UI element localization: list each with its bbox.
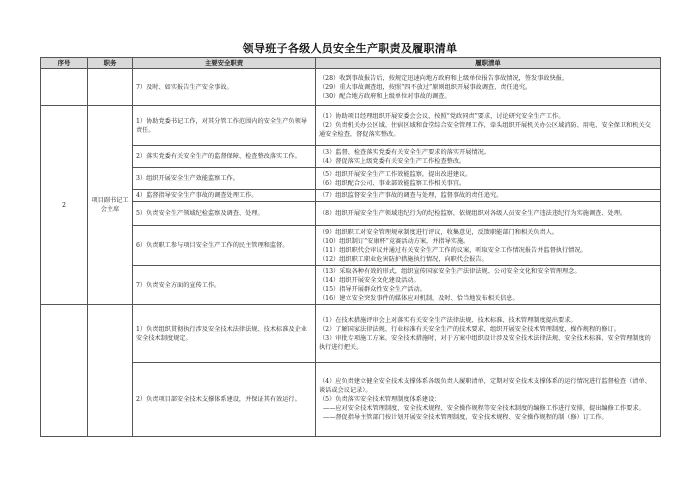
post-cell — [88, 305, 133, 437]
list-item: （13）采取各种有效的形式，组织宣传国家安全生产法律法规、公司安全文化和安全管理理念。 — [319, 268, 581, 275]
table-header-row — [41, 58, 661, 69]
post-cell — [88, 69, 133, 106]
list-item: （12）组织职工职业危害防护措施执行情况，向职代会报告。 — [319, 255, 488, 263]
table-row — [41, 363, 661, 437]
list-cell — [316, 190, 661, 202]
list-cell — [316, 305, 661, 363]
header-duty: 主要安全职责 — [133, 58, 316, 69]
list-item: （6）组织配合公司、事业部效能监察工作相关事宜。 — [319, 179, 466, 187]
list-item: （2）负责机关办公区域、住宿区域和食堂综合安全管理工作，牵头组织开展机关办公区域消防、用电、安全保卫和机关交通安全检查，督促落实整改。 — [319, 122, 651, 138]
list-cell — [316, 69, 661, 106]
header-no: 序号 — [41, 58, 88, 69]
duty-cell: 4）监督指导安全生产事故的调查处理工作。 — [133, 190, 316, 202]
no-cell: 2 — [41, 106, 88, 305]
duty-cell: 1）负责组织贯彻执行涉及安全技术法律法规、技术标准及企业安全技术制度规定。 — [133, 305, 316, 363]
table-row — [41, 106, 661, 146]
list-item: （7）组织监督安全生产事故的调查与处理，监督事故的责任追究。 — [319, 192, 503, 199]
duty-cell: 2）落实党委有关安全生产的监督保障、检查整改落实工作。 — [133, 146, 316, 168]
list-item: ——应对安全技术管理制度、安全技术规程、安全操作规程等安全技术制度的编修工作进行安排，提出编修工作要求。 — [323, 405, 645, 412]
duty-cell: 5）负责安全生产领域纪检监察及调查、处理。 — [133, 202, 316, 226]
table-row — [41, 305, 661, 363]
list-cell — [316, 146, 661, 168]
list-cell — [316, 106, 661, 146]
table-row — [41, 202, 661, 226]
list-item: （8）组织开展安全生产领域违纪行为的纪检监察，依规组织对各级人员安全生产违法违纪行为实施调查、处理。 — [319, 210, 627, 217]
header-post: 职务 — [88, 58, 133, 69]
list-cell — [316, 202, 661, 226]
list-item: （4）应负责建立健全安全技术支撑体系各级负责人履职清单，定期对安全技术支撑体系的运行情况进行监督检查（清单、谈话或会议记录）。 — [319, 378, 651, 394]
list-cell — [316, 226, 661, 266]
list-cell — [316, 168, 661, 190]
list-item: （5）负责落实安全技术管理制度体系建设： — [319, 396, 441, 403]
list-item: （16）建立安全突发事件的媒体应对机制，及时、恰当地发布相关信息。 — [319, 295, 519, 302]
table-row — [41, 69, 661, 106]
list-item: （5）组织开展安全生产工作效能监察，提出改进建议。 — [319, 170, 472, 178]
duty-cell: 1）协助党委书记工作，对其分管工作范围内的安全生产负领导责任。 — [133, 106, 316, 146]
table-row — [41, 226, 661, 266]
document-title: 领导班子各级人员安全生产职责及履职清单 — [242, 42, 458, 55]
list-item: （30）配合地方政府和上级单位对事故的调查。 — [319, 92, 451, 100]
table-row — [41, 168, 661, 190]
duty-cell: 2）负责项目部安全技术支撑体系建设，并保证其有效运行。 — [133, 363, 316, 437]
list-cell — [316, 363, 661, 437]
duty-table — [40, 57, 661, 437]
post-cell: 项目副书记工会主席 — [88, 106, 133, 305]
list-item: （1）在技术措施评审会上对落实有关安全生产法律法规、技术标准、技术管理制度提出要求。 — [319, 316, 577, 324]
list-item: （14）组织开展安全文化建设活动。 — [319, 277, 420, 284]
list-item: （28）收到事故报告后，按规定迅速向地方政府和上级单位报告事故情况，签发事故快报。 — [319, 74, 569, 82]
duty-cell: 3）组织开展安全生产效能监察工作。 — [133, 168, 316, 190]
list-item: （10）组织制订“安康杯”竞赛活动方案，并指导实施。 — [319, 237, 470, 245]
list-cell — [316, 266, 661, 305]
header-list: 履职清单 — [316, 58, 661, 69]
table-row — [41, 146, 661, 168]
duty-cell: 7）及时、如实报告生产安全事故。 — [133, 69, 316, 106]
list-item: （9）组织职工对安全管理规章制度进行评议，收集意见，反馈职能部门和相关负责人。 — [319, 228, 559, 236]
no-cell — [41, 305, 88, 437]
list-item: （4）督促落实上级党委有关安全生产工作检查整改。 — [319, 157, 466, 165]
duty-cell: 6）负责职工参与项目安全生产工作的民主管理和监督。 — [133, 226, 316, 266]
list-item: （3）审批专项施工方案、安全技术措施时，对于方案中组织设计涉及安全技术法律法规、安全技术标准、安全管理制度的执行进行把关。 — [319, 334, 651, 351]
list-item: （2）了解国家法律法规、行业标准有关安全生产的技术要求，组织开展安全技术管理制度、操作规程的修订。 — [319, 325, 620, 333]
no-cell — [41, 69, 88, 106]
list-item: ——督促指导主管部门按计划开展安全技术管理制度、安全技术规程、安全操作规程的制（修）订工作。 — [323, 414, 608, 421]
list-item: （11）组织职代会审议并通过有关安全生产工作的议案，听取安全工作情况报告并监督执行情况。 — [319, 246, 587, 254]
list-item: （1）协助项目经理组织开展安委会会议，按照“党政同责”要求，讨论研究安全生产工作。 — [319, 113, 565, 120]
list-item: （3）监督、检查落实党委有关安全生产要求的落实开展情况。 — [319, 148, 490, 156]
duty-cell: 7）负责安全方面的宣传工作。 — [133, 266, 316, 305]
list-item: （29）重大事故调查组，按照“四不放过”原则组织开展事故调查、责任追究。 — [319, 83, 532, 91]
list-item: （15）指导开展群众性安全生产活动。 — [319, 286, 426, 293]
table-row — [41, 190, 661, 202]
table-row — [41, 266, 661, 305]
